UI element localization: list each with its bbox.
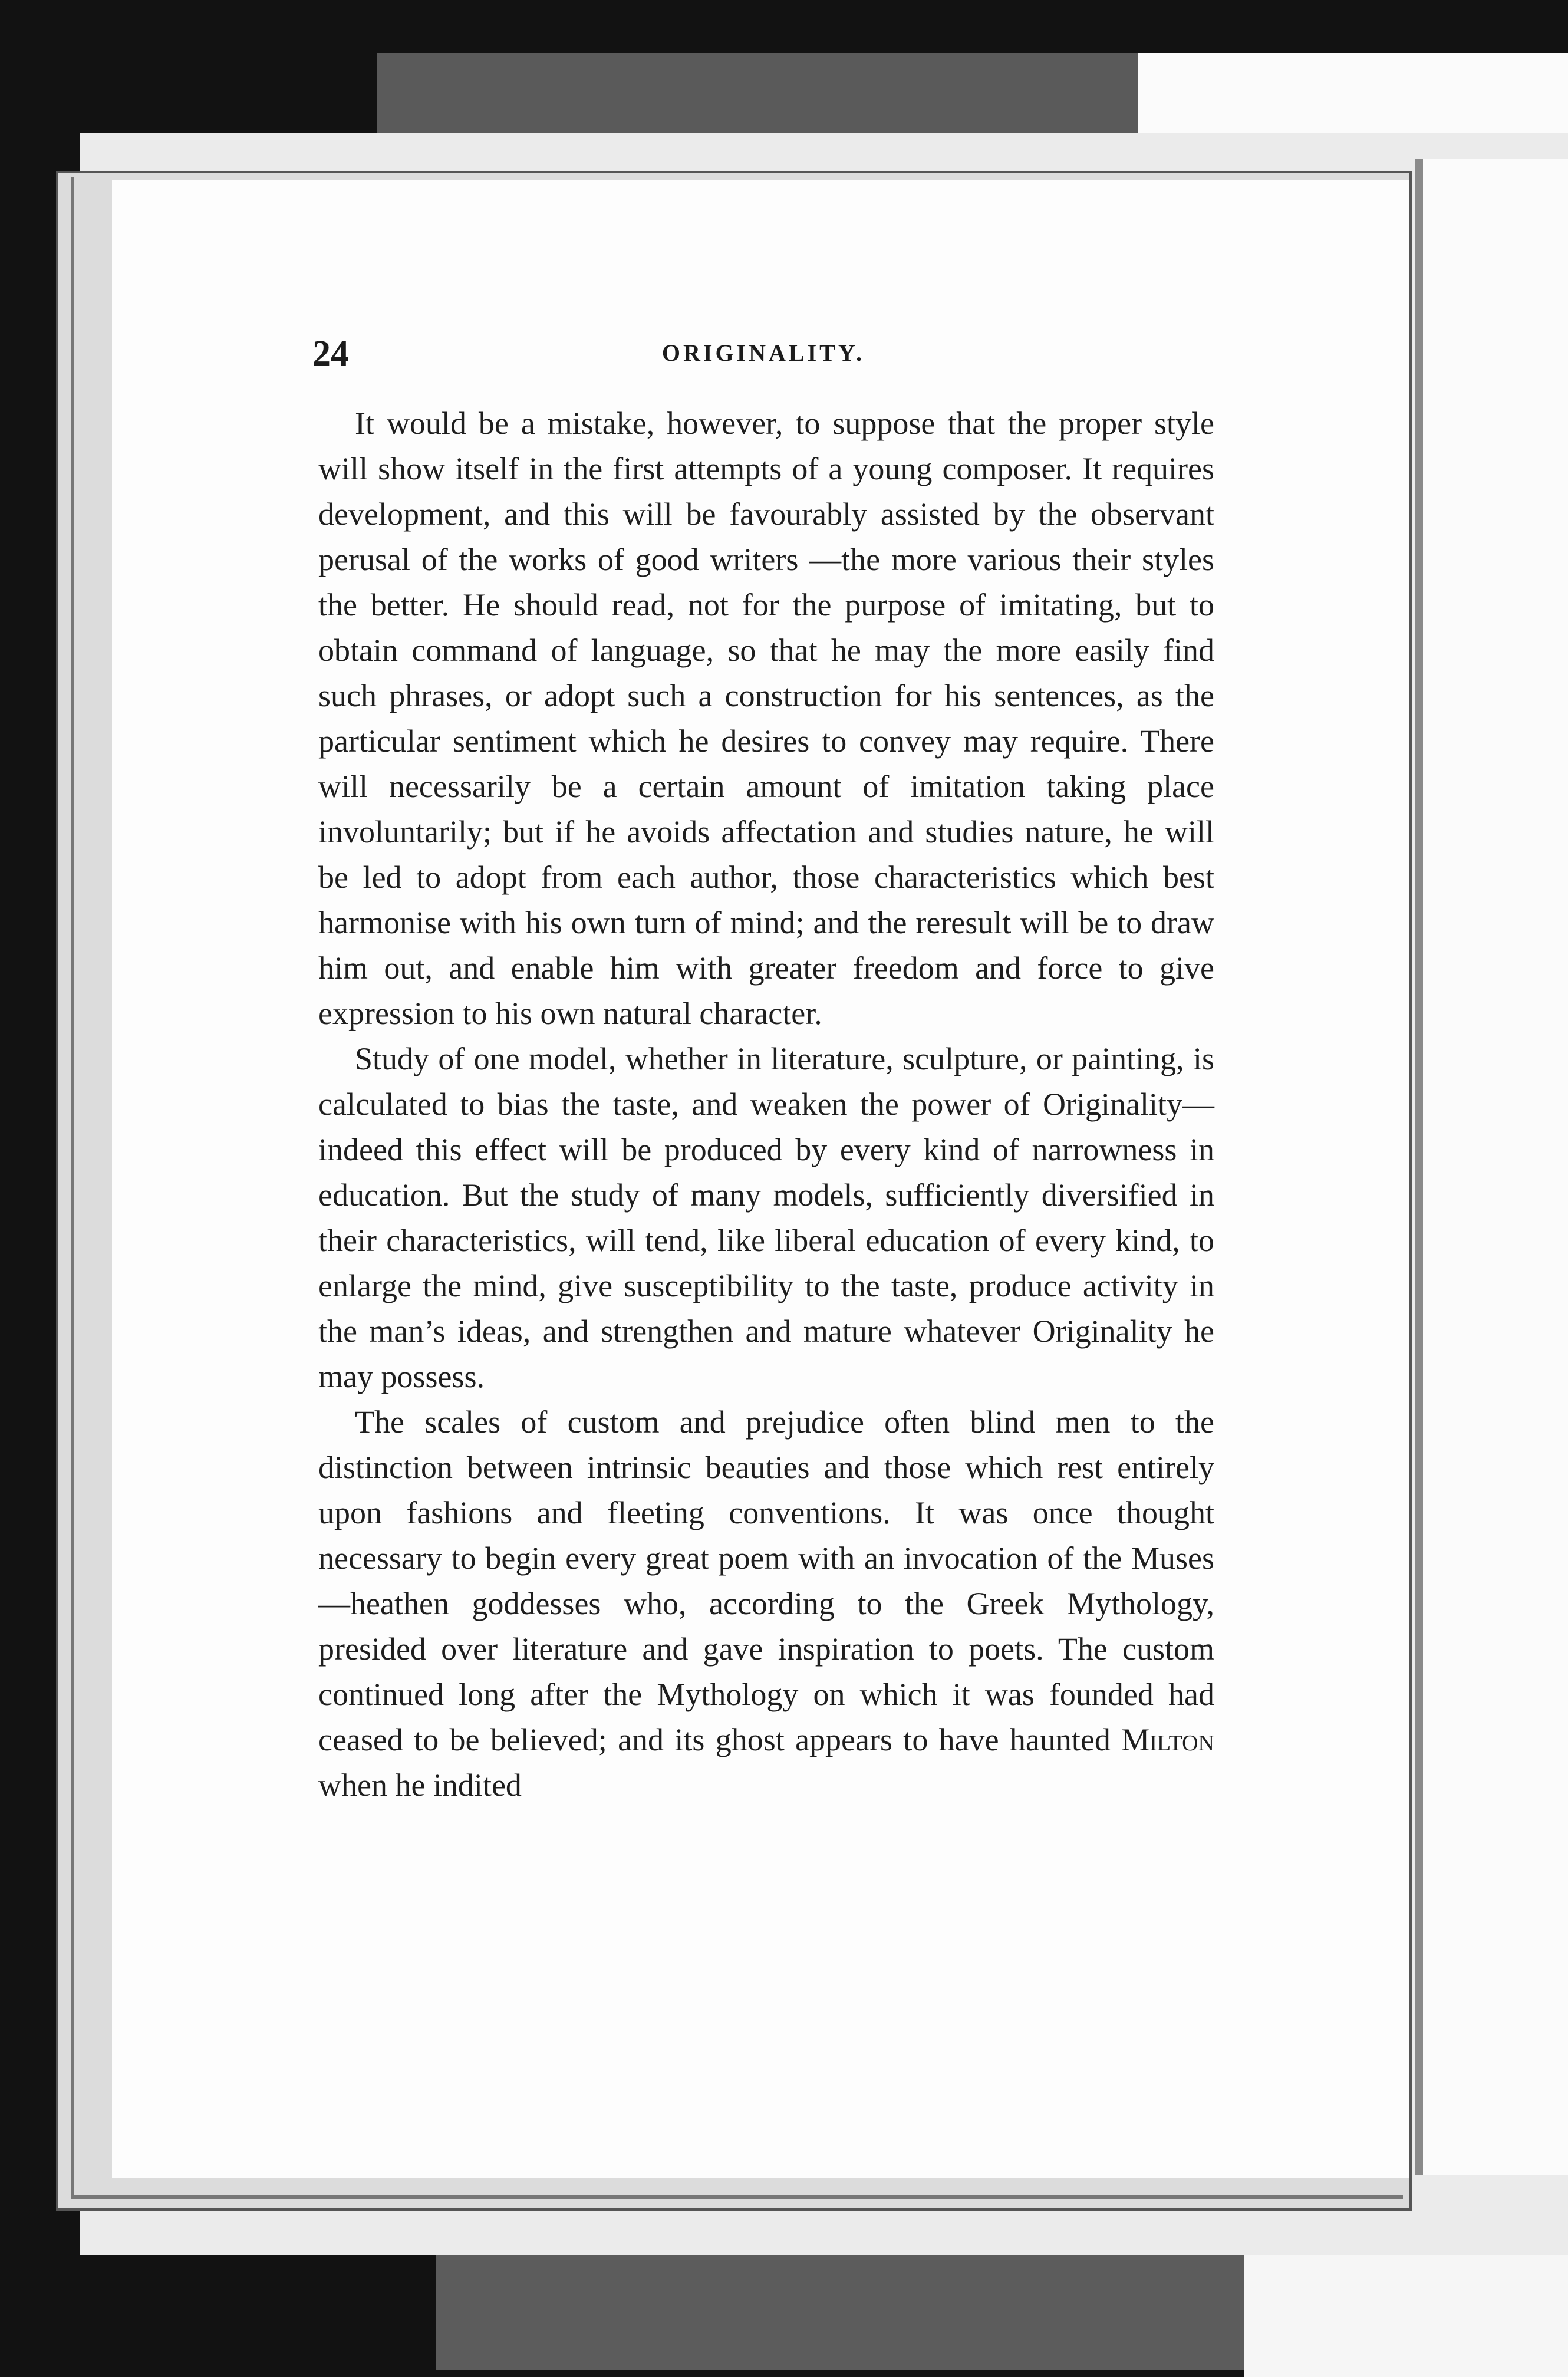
paragraph-3 bbox=[318, 1400, 1214, 1808]
facing-page bbox=[1415, 159, 1568, 2175]
paragraph-3-name: Milton bbox=[1121, 1722, 1214, 1757]
paragraph-3-text-after: when he indited bbox=[318, 1767, 522, 1803]
paragraph-1: It would be a mistake, however, to suppose that the proper style will show itself in the first attempts of a young composer. It requires development, and this will be favourably assisted by the observant perusal of the works of good writers —the more various their styles the better. He should read, not for the purpose of imitating, but to obtain command of language, so that he may the more easily find such phrases, or adopt such a construction for his sentences, as the particular sentiment which he desires to convey may require. There will necessarily be a certain amount of imitation taking place involuntarily; but if he avoids affectation and studies nature, he will be led to adopt from each author, those characteristics which best harmonise with his own turn of mind; and the reresult will be to draw him out, and enable him with greater freedom and force to give expression to his own natural character. bbox=[318, 406, 1214, 1031]
paragraph-2: Study of one model, whether in literature, sculpture, or painting, is calculated to bias the taste, and weaken the power of Originality—indeed this effect will be produced by every kind of narrowness in education. But the study of many models, sufficiently diversified in their characteristics, will tend, like liberal education of every kind, to enlarge the mind, give susceptibility to the taste, produce activity in the man’s ideas, and strengthen and mature whatever Originality he may possess. bbox=[318, 1041, 1214, 1394]
running-head: ORIGINALITY. bbox=[661, 340, 865, 366]
page-number: 24 bbox=[312, 334, 349, 374]
page-header bbox=[312, 333, 1214, 386]
body-text bbox=[318, 401, 1214, 1808]
paragraph-3-text-before: The scales of custom and prejudice often blind men to the distinction between intrinsic beauties and those which rest entirely upon fashions and fleeting conventions. It was once thought necessary to begin every great poem with an invocation of the Muses—heathen goddesses who, according to the Greek Mythology, presided over literature and gave inspiration to poets. The custom continued long after the Mythology on which it was founded had ceased to be believed; and its ghost appears to have haunted bbox=[318, 1404, 1214, 1757]
